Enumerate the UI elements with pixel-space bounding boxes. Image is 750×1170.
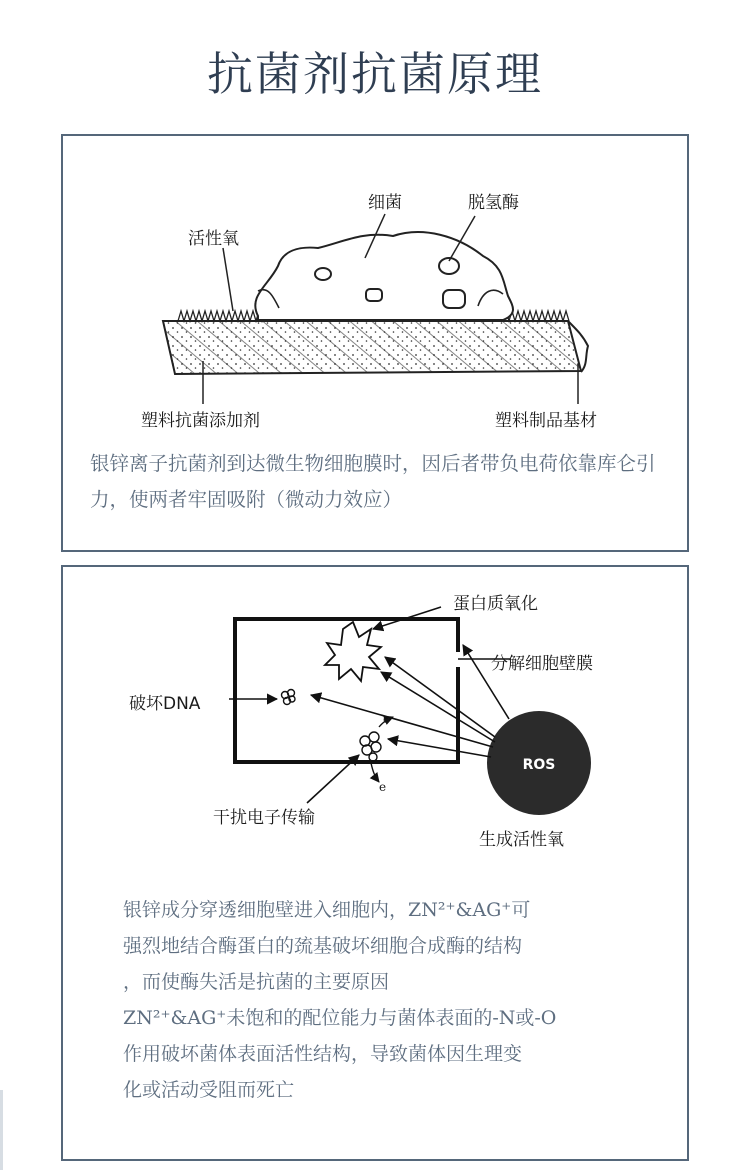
additive-label: 塑料抗菌添加剂	[141, 411, 260, 431]
destroy-dna-label: 破坏DNA	[129, 694, 201, 714]
substrate-label: 塑料制品基材	[495, 411, 597, 431]
plastic-substrate	[163, 321, 588, 374]
description-line: 作用破坏菌体表面活性结构，导致菌体因生理变	[123, 1043, 523, 1065]
panel-mechanism	[61, 565, 689, 1161]
active-oxygen-leader	[223, 248, 233, 311]
edge-divider	[0, 1090, 3, 1170]
panel-adsorption	[61, 134, 689, 552]
bacteria-cell	[255, 232, 513, 320]
page-title: 抗菌剂抗菌原理	[207, 47, 543, 101]
electron-label-1: e	[383, 712, 391, 726]
starburst-icon	[325, 622, 381, 681]
dna-icon	[282, 690, 296, 705]
mechanism-description	[123, 892, 663, 1108]
dehydrogenase-granule-1	[315, 268, 331, 280]
description-line: 强烈地结合酶蛋白的巯基破坏细胞合成酶的结构	[123, 935, 523, 957]
description-line: ZN²⁺&AG⁺未饱和的配位能力与菌体表面的-N或-O	[123, 1007, 557, 1029]
dehydrogenase-granule-4	[443, 290, 465, 308]
description-line: 银锌成分穿透细胞壁进入细胞内，ZN²⁺&AG⁺可	[123, 899, 531, 921]
electron-label-2: e	[379, 780, 387, 794]
description-line: 化或活动受阻而死亡	[123, 1079, 295, 1101]
arrow-ros-dna	[311, 695, 493, 747]
dehydrogenase-granule-2	[366, 289, 382, 301]
dehydrogenase-label: 脱氢酶	[468, 193, 519, 213]
bacteria-label: 细菌	[368, 193, 402, 213]
ros-label: ROS	[522, 757, 556, 773]
description-line: ，而使酶失活是抗菌的主要原因	[123, 971, 390, 993]
adsorption-description: 银锌离子抗菌剂到达微生物细胞膜时，因后者带负电荷依靠库仑引力，使两者牢固吸附（微动力效应）	[90, 452, 656, 511]
generate-oxygen-label: 生成活性氧	[479, 830, 564, 850]
electron-transfer-label: 干扰电子传输	[213, 808, 315, 828]
active-oxygen-label: 活性氧	[188, 229, 239, 249]
decompose-wall-label: 分解细胞壁膜	[491, 654, 593, 674]
electron-transport-icon	[360, 717, 393, 782]
protein-oxidation-label: 蛋白质氧化	[453, 594, 538, 614]
